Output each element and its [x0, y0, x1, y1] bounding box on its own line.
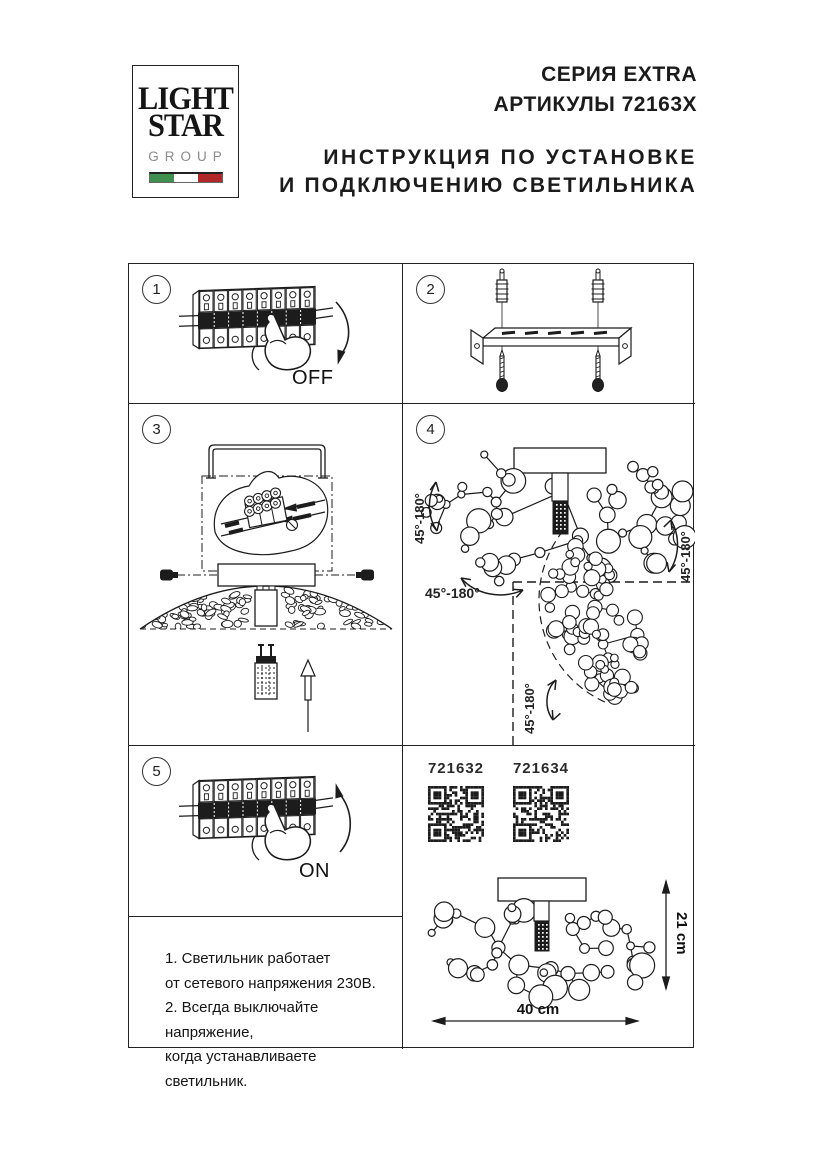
flag-red	[198, 174, 222, 182]
rotation-label-inset: 45°-180°	[522, 683, 537, 734]
rotation-label-bottom: 45°-180°	[425, 585, 480, 601]
width-dimension-label: 40 cm	[516, 1001, 560, 1018]
mounting-bracket-illustration	[403, 264, 695, 404]
step3-number-badge: 3	[142, 415, 171, 444]
step4-number-badge: 4	[416, 415, 445, 444]
logo-light-text: LIGHT STAR	[138, 81, 233, 145]
notes-panel	[129, 917, 403, 1090]
note-line: когда устанавливаете светильник.	[165, 1048, 317, 1090]
note-line: 2. Всегда выключайте напряжение,	[165, 999, 319, 1041]
canopy-wiring-illustration	[129, 404, 403, 746]
italian-flag-stripe	[149, 172, 223, 183]
rotation-label-right: 45°-180°	[678, 531, 693, 582]
product-panel	[403, 746, 695, 1049]
instruction-grid	[128, 263, 694, 1090]
step1-panel	[129, 264, 403, 404]
note-line: 1. Светильник работает	[165, 950, 331, 967]
step3-panel	[129, 404, 403, 746]
step2-number-badge: 2	[416, 275, 445, 304]
step2-panel	[403, 264, 695, 404]
safety-notes	[165, 947, 402, 1094]
articles-title: АРТИКУЛЫ 72163X	[493, 93, 697, 116]
step5-panel	[129, 746, 403, 917]
instruction-title-line1: ИНСТРУКЦИЯ ПО УСТАНОВКЕ	[323, 146, 697, 169]
lightstar-logo	[132, 65, 239, 198]
height-dimension-label: 21 cm	[673, 912, 690, 955]
flag-green	[150, 174, 174, 182]
step5-number-badge: 5	[142, 757, 171, 786]
on-label: ON	[299, 860, 330, 882]
rotation-label-left: 45°-180°	[412, 493, 427, 544]
step1-number-badge: 1	[142, 275, 171, 304]
chandelier-rotation-illustration	[403, 404, 695, 746]
instruction-title-line2: И ПОДКЛЮЧЕНИЮ СВЕТИЛЬНИКА	[279, 174, 697, 197]
series-title: СЕРИЯ EXTRA	[541, 63, 697, 86]
qr1-label: 721632	[427, 760, 485, 777]
off-label: OFF	[292, 367, 334, 389]
step4-panel	[403, 404, 695, 746]
note-line: от сетевого напряжения 230В.	[165, 974, 376, 992]
qr2-label: 721634	[512, 760, 570, 777]
flag-white	[174, 174, 198, 182]
logo-group-text: GROUP	[148, 149, 228, 165]
